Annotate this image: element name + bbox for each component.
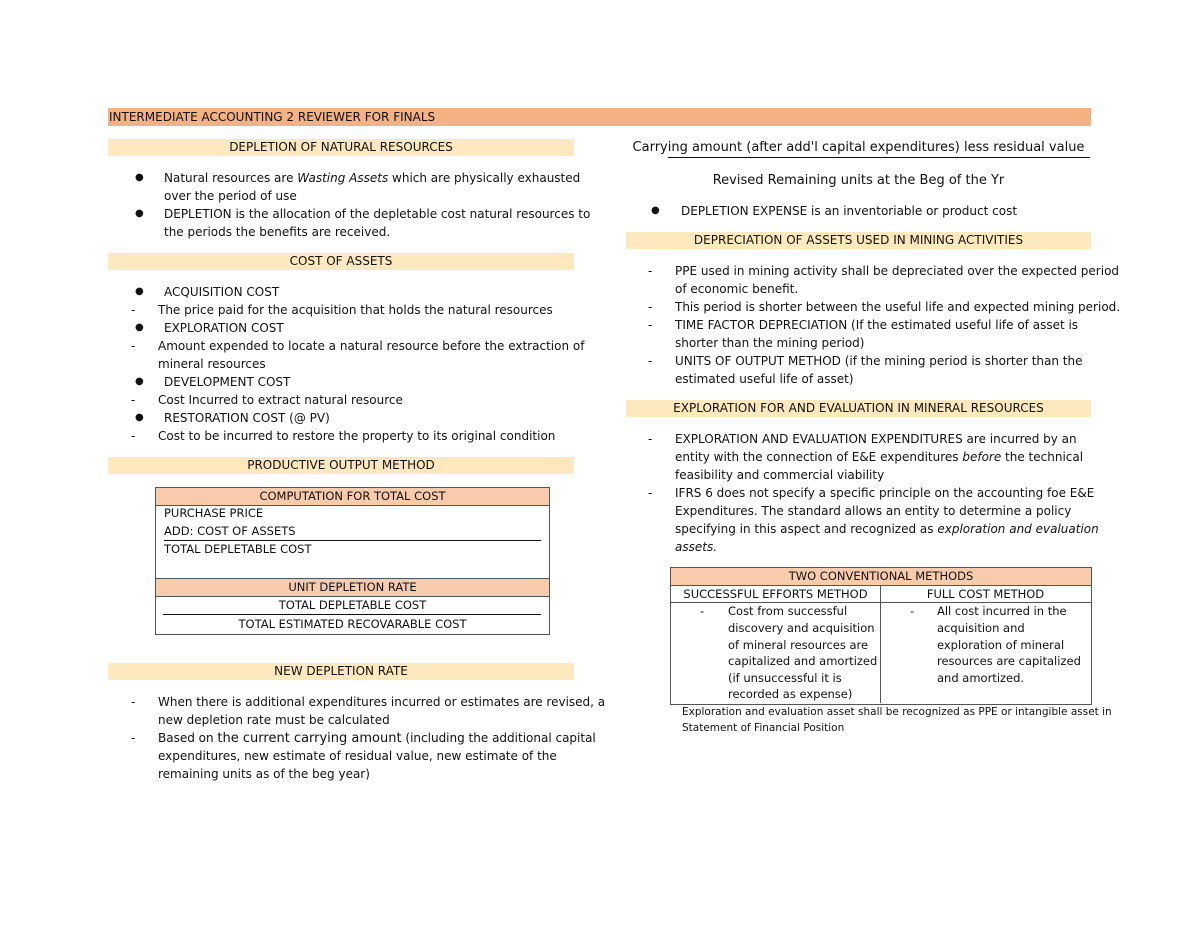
paragraph-line — [675, 520, 1099, 538]
text-run: which are physically exhausted — [388, 171, 581, 185]
paragraph-depletion-expense — [681, 202, 1017, 220]
formula-denominator: Revised Remaining units at the Beg of the Yr — [712, 173, 1005, 188]
paragraph-line: of economic benefit. — [675, 282, 799, 296]
paragraph-carrying-amount — [158, 729, 596, 748]
dash-icon: - — [648, 432, 653, 446]
table-cell: ADD: COST OF ASSETS — [164, 524, 296, 538]
paragraph-line: PPE used in mining activity shall be depreciated over the expected period — [675, 264, 1120, 278]
text-emphasis: exploration and evaluation — [937, 522, 1099, 536]
dash-icon: - — [648, 318, 653, 332]
text-run: TIME FACTOR DEPRECIATION — [675, 318, 848, 332]
item-description: Cost to be incurred to restore the property to its original condition — [158, 429, 556, 443]
paragraph-line: When there is additional expenditures incurred or estimates are revised, a — [158, 695, 606, 709]
text-run: the technical — [1001, 450, 1084, 464]
paragraph-ifrs6 — [675, 484, 1094, 502]
fraction-numerator: TOTAL DEPLETABLE COST — [278, 598, 427, 612]
footnote-line: Exploration and evaluation asset shall be recognized as PPE or intangible asset in — [682, 706, 1112, 718]
bullet-icon: ● — [135, 376, 144, 387]
dash-icon: - — [131, 339, 136, 353]
document-title-bar — [108, 108, 1091, 126]
paragraph-wasting-assets — [164, 169, 580, 187]
fraction-denominator: TOTAL ESTIMATED RECOVARABLE COST — [238, 617, 467, 631]
text-run: is the allocation of the depletable cost natural resources to — [231, 207, 591, 221]
section-header-cost-of-assets: COST OF ASSETS — [108, 253, 574, 270]
dash-icon: - — [131, 731, 136, 745]
dash-icon: - — [648, 354, 653, 368]
paragraph-line: remaining units as of the beg year) — [158, 767, 370, 781]
text-run: Based on — [158, 731, 218, 745]
table-cell: TOTAL DEPLETABLE COST — [164, 542, 312, 556]
bullet-icon: ● — [135, 208, 144, 219]
table-cell: capitalized and amortized — [728, 654, 878, 668]
dash-icon: - — [648, 264, 653, 278]
paragraph-line — [675, 448, 1083, 466]
section-header-exploration: EXPLORATION FOR AND EVALUATION IN MINERAL RESOURCES — [626, 400, 1091, 417]
text-run: (including the additional capital — [401, 731, 596, 745]
table-cell: PURCHASE PRICE — [164, 506, 264, 520]
table-cell: and amortized. — [937, 671, 1025, 685]
paragraph-units-output — [675, 352, 1083, 370]
paragraph-line: Expenditures. The standard allows an entity to determine a policy — [675, 504, 1072, 518]
paragraph-line — [675, 538, 717, 556]
document-title: INTERMEDIATE ACCOUNTING 2 REVIEWER FOR FINALS — [109, 110, 436, 124]
section-header-mining-depreciation: DEPRECIATION OF ASSETS USED IN MINING ACTIVITIES — [626, 232, 1091, 249]
paragraph-time-factor — [675, 316, 1078, 334]
table-cell: All cost incurred in the — [937, 604, 1067, 618]
paragraph-line: the periods the benefits are received. — [164, 225, 391, 239]
bullet-icon: ● — [651, 205, 660, 216]
item-exploration-cost: EXPLORATION COST — [164, 321, 284, 335]
text-emphasis: the current carrying amount — [217, 731, 402, 746]
dash-icon: - — [910, 604, 915, 618]
dash-icon: - — [131, 695, 136, 709]
bullet-icon: ● — [135, 286, 144, 297]
text-run: UNITS OF OUTPUT METHOD — [675, 354, 841, 368]
text-emphasis: before — [962, 450, 1002, 464]
dash-icon: - — [131, 393, 136, 407]
formula-numerator: Carrying amount (after add'l capital expenditures) less residual value — [632, 140, 1085, 155]
table-cell: acquisition and — [937, 621, 1025, 635]
paragraph-ee-expenditures — [675, 430, 1077, 448]
text-run: (If the estimated useful life of asset is — [847, 318, 1079, 332]
text-run: EXPLORATION AND EVALUATION EXPENDITURES — [675, 432, 963, 446]
column-header-full-cost: FULL COST METHOD — [926, 587, 1045, 601]
item-development-cost: DEVELOPMENT COST — [164, 375, 291, 389]
fraction-rule — [163, 614, 541, 615]
dash-icon: - — [131, 303, 136, 317]
paragraph-line: shorter than the mining period) — [675, 336, 865, 350]
bullet-icon: ● — [135, 322, 144, 333]
paragraph-depletion-definition — [164, 205, 590, 223]
formula-rule — [668, 157, 1090, 158]
text-run: DEPLETION EXPENSE — [681, 204, 808, 218]
table-header-total-cost: COMPUTATION FOR TOTAL COST — [156, 488, 549, 506]
text-run: IFRS 6 — [675, 486, 713, 500]
paragraph-line: over the period of use — [164, 189, 297, 203]
item-description: The price paid for the acquisition that holds the natural resources — [158, 303, 553, 317]
table-cell: resources are capitalized — [937, 654, 1081, 668]
table-cell: exploration of mineral — [937, 638, 1065, 652]
text-run: is an inventoriable or product cost — [807, 204, 1018, 218]
item-description: Amount expended to locate a natural resource before the extraction of — [158, 339, 585, 353]
paragraph-line: This period is shorter between the useful life and expected mining period. — [675, 300, 1121, 314]
text-emphasis: assets. — [675, 540, 718, 554]
bullet-icon: ● — [135, 412, 144, 423]
dash-icon: - — [131, 429, 136, 443]
item-description: mineral resources — [158, 357, 266, 371]
column-header-successful-efforts: SUCCESSFUL EFFORTS METHOD — [683, 587, 868, 601]
table-cell: recorded as expense) — [728, 687, 853, 701]
methods-table-title: TWO CONVENTIONAL METHODS — [671, 568, 1091, 586]
paragraph-line: feasibility and commercial viability — [675, 468, 885, 482]
table-cell: Cost from successful — [728, 604, 848, 618]
text-emphasis: Wasting Assets — [297, 171, 389, 185]
item-acquisition-cost: ACQUISITION COST — [164, 285, 280, 299]
table-cell: of mineral resources are — [728, 638, 869, 652]
table-cell: (if unsuccessful it is — [728, 671, 842, 685]
footnote-line: Statement of Financial Position — [682, 722, 845, 734]
item-restoration-cost: RESTORATION COST (@ PV) — [164, 411, 330, 425]
section-header-new-depletion-rate: NEW DEPLETION RATE — [108, 663, 574, 680]
dash-icon: - — [648, 486, 653, 500]
table-header-unit-rate: UNIT DEPLETION RATE — [156, 578, 549, 597]
text-run: are incurred by an — [962, 432, 1077, 446]
text-run: DEPLETION — [164, 207, 232, 221]
text-run: specifying in this aspect and recognized as — [675, 522, 938, 536]
paragraph-line: new depletion rate must be calculated — [158, 713, 390, 727]
table-cell: discovery and acquisition — [728, 621, 875, 635]
text-run: does not specify a specific principle on the accounting foe E&E — [712, 486, 1095, 500]
dash-icon: - — [648, 300, 653, 314]
paragraph-line: expenditures, new estimate of residual value, new estimate of the — [158, 749, 557, 763]
dash-icon: - — [700, 604, 705, 618]
text-run: (if the mining period is shorter than the — [840, 354, 1083, 368]
text-run: entity with the connection of E&E expenditures — [675, 450, 963, 464]
paragraph-line: estimated useful life of asset) — [675, 372, 854, 386]
item-description: Cost Incurred to extract natural resource — [158, 393, 403, 407]
section-header-productive-output: PRODUCTIVE OUTPUT METHOD — [108, 457, 574, 474]
bullet-icon: ● — [135, 172, 144, 183]
section-header-depletion: DEPLETION OF NATURAL RESOURCES — [108, 139, 574, 156]
text-run: Natural resources are — [164, 171, 298, 185]
